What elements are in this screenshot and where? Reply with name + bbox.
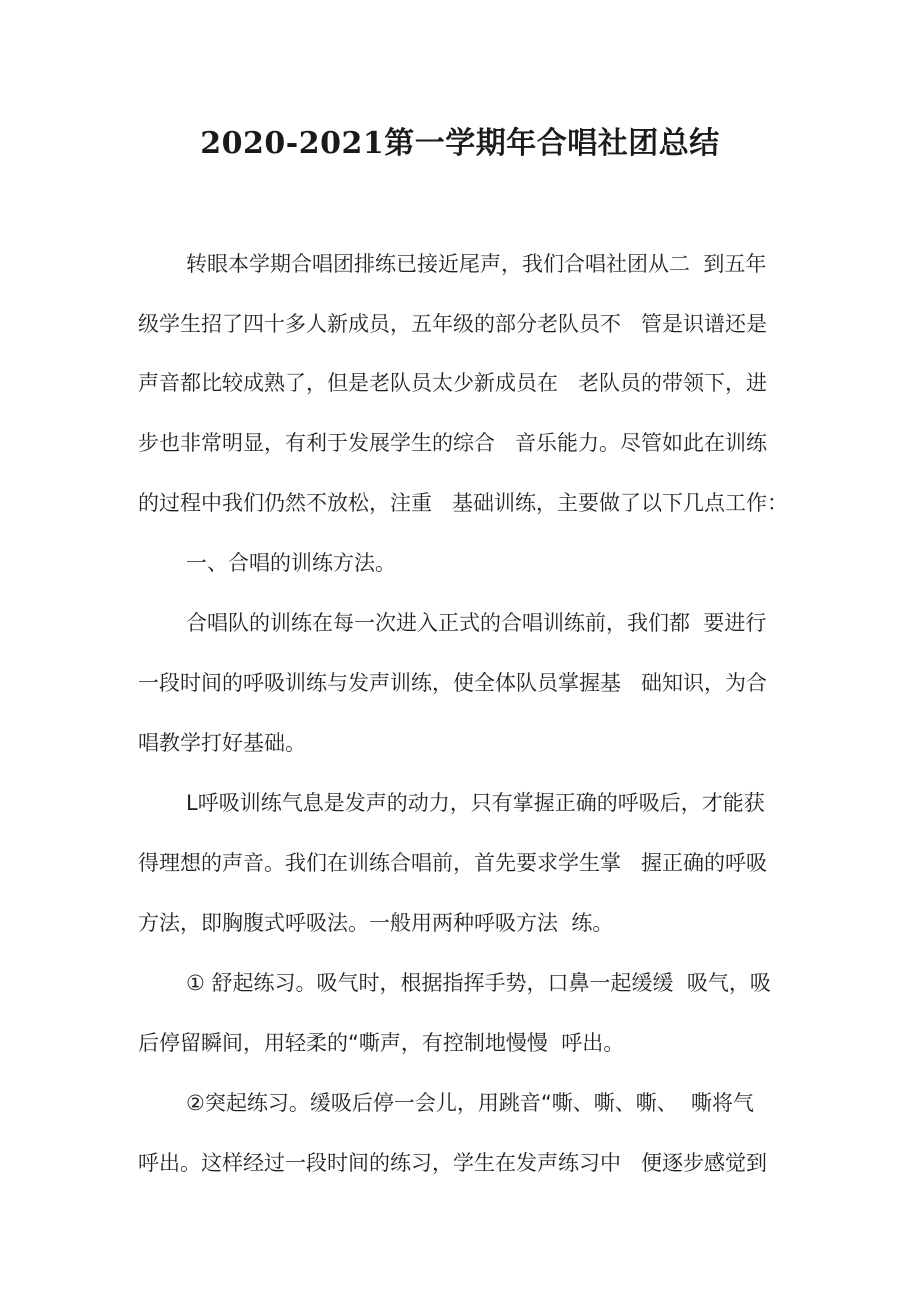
paragraph-line: ②突起练习。缓吸后停一会儿，用跳音“嘶、嘶、嘶、 嘶将气 [186,1091,755,1115]
paragraph-line: 步也非常明显，有利于发展学生的综合 音乐能力。尽管如此在训练 [138,431,768,455]
paragraph-line: 合唱队的训练在每一次进入正式的合唱训练前，我们都 要进行 [186,611,767,635]
paragraph-line: 唱教学打好基础。 [138,731,306,755]
paragraph-line: 声音都比较成熟了，但是老队员太少新成员在 老队员的带领下，进 [138,371,768,395]
section-heading: 一、合唱的训练方法。 [186,551,396,575]
paragraph-line: ① 舒起练习。吸气时，根据指挥手势，口鼻一起缓缓 吸气，吸 [186,971,771,995]
paragraph-line: 呼出。这样经过一段时间的练习，学生在发声练习中 便逐步感觉到 [138,1151,768,1175]
paragraph-line: 一段时间的呼吸训练与发声训练，使全体队员掌握基 础知识，为合 [138,671,768,695]
paragraph-line: 转眼本学期合唱团排练已接近尾声，我们合唱社团从二 到五年 [186,252,767,276]
paragraph-line: 后停留瞬间，用轻柔的“嘶声，有控制地慢慢 呼出。 [138,1031,625,1055]
paragraph-line: 得理想的声音。我们在训练合唱前，首先要求学生掌 握正确的呼吸 [138,851,768,875]
document-title: 2020-2021第一学期年合唱社团总结 [200,126,720,161]
paragraph-line: 方法，即胸腹式呼吸法。一般用两种呼吸方法 练。 [138,911,614,935]
paragraph-line: L呼吸训练气息是发声的动力，只有掌握正确的呼吸后，才能获 [186,791,765,815]
paragraph-line: 级学生招了四十多人新成员，五年级的部分老队员不 管是识谱还是 [138,312,768,336]
paragraph-line: 的过程中我们仍然不放松，注重 基础训练，主要做了以下几点工作： [138,491,789,515]
